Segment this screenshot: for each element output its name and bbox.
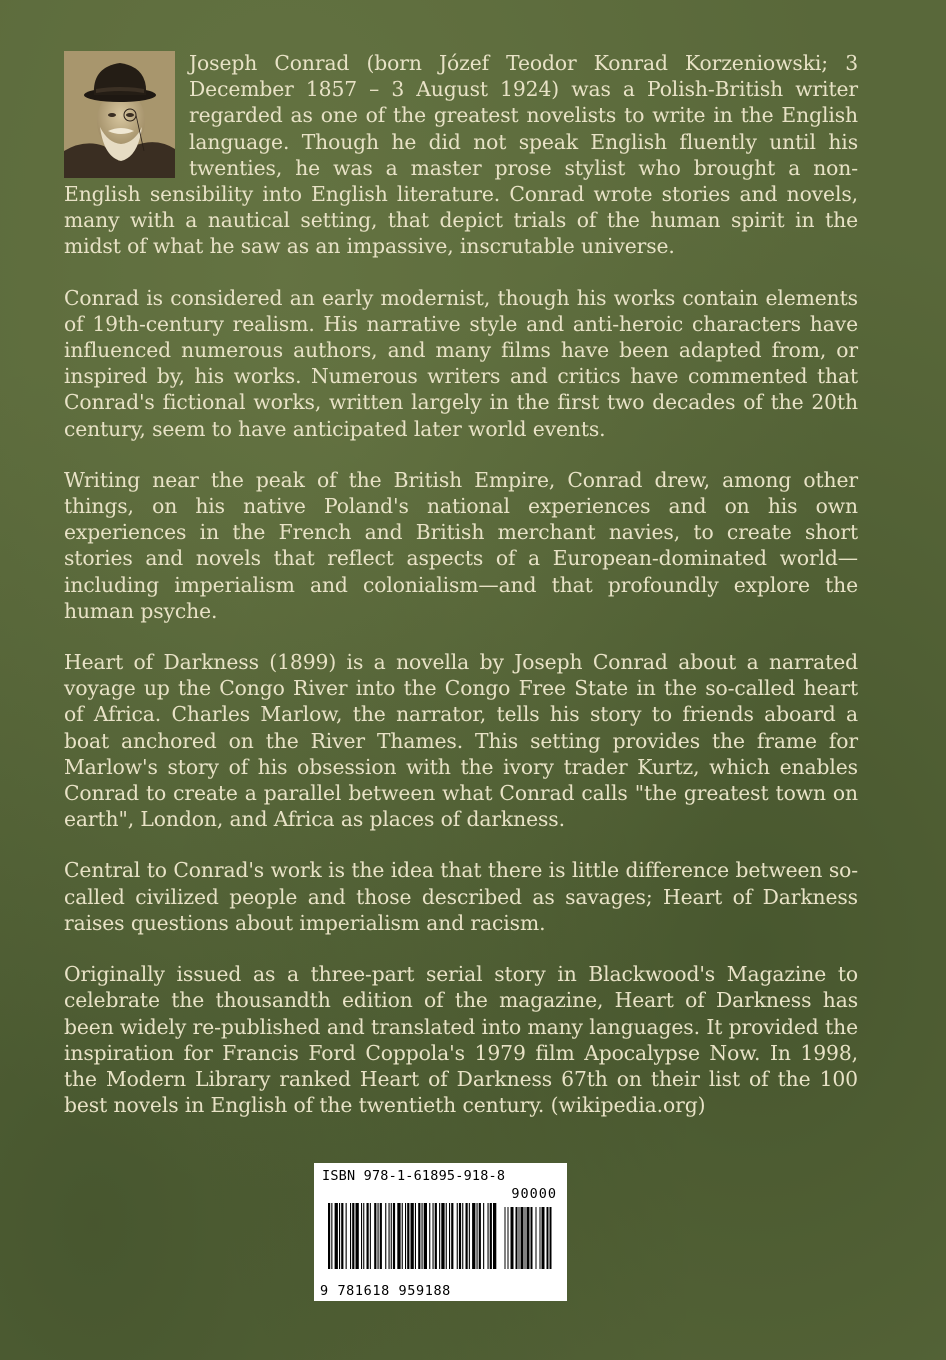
ean-digits: 9 781618 959188: [320, 1283, 451, 1299]
paragraph-1: Joseph Conrad (born Józef Teodor Konrad Korzeniowski; 3 December 1857 – 3 August 1924) was a Polish-British writer regarded as one of the greatest novelists to write in the English language. Though he did not speak English fluently until his twenties, he was a master prose stylist who brought a non-English sensibility into English literature. Conrad wrote stories and novels, many with a nautical setting, that depict trials of the human spirit in the midst of what he saw as an impassive, inscrutable universe.: [64, 51, 858, 259]
paragraph-6: Originally issued as a three-part serial story in Blackwood's Magazine to celebrate the thousandth edition of the magazine, Heart of Darkness has been widely re-published and translated into many languages. It provided the inspiration for Francis Ford Coppola's 1979 film Apocalypse Now. In 1998, the Modern Library ranked Heart of Darkness 67th on their list of the 100 best novels in English of the twentieth century. (wikipedia.org): [64, 962, 858, 1118]
isbn-label: ISBN 978-1-61895-918-8: [322, 1168, 506, 1184]
price-code: 90000: [511, 1186, 557, 1202]
barcode-bars-icon: [328, 1203, 554, 1281]
isbn-barcode: [314, 1163, 567, 1301]
author-description: [64, 50, 858, 1143]
paragraph-2: Conrad is considered an early modernist, though his works contain elements of 19th-century realism. His narrative style and anti-heroic characters have influenced numerous authors, and many films have been adapted from, or inspired by, his works. Numerous writers and critics have commented that Conrad's fictional works, written largely in the first two decades of the 20th century, seem to have anticipated later world events.: [64, 285, 858, 441]
paragraph-4: Heart of Darkness (1899) is a novella by Joseph Conrad about a narrated voyage up the Congo River into the Congo Free State in the so-called heart of Africa. Charles Marlow, the narrator, tells his story to friends aboard a boat anchored on the River Thames. This setting provides the frame for Marlow's story of his obsession with the ivory trader Kurtz, which enables Conrad to create a parallel between what Conrad calls "the greatest town on earth", London, and Africa as places of darkness.: [64, 650, 858, 832]
paragraph-3: Writing near the peak of the British Empire, Conrad drew, among other things, on his native Poland's national experiences and on his own experiences in the French and British merchant navies, to create short stories and novels that reflect aspects of a European-dominated world—including imperialism and colonialism—and that profoundly explore the human psyche.: [64, 467, 858, 623]
paragraph-5: Central to Conrad's work is the idea that there is little difference between so-called civilized people and those described as savages; Heart of Darkness raises questions about imperialism and racism.: [64, 858, 858, 935]
portrait-spacer: [64, 50, 189, 180]
